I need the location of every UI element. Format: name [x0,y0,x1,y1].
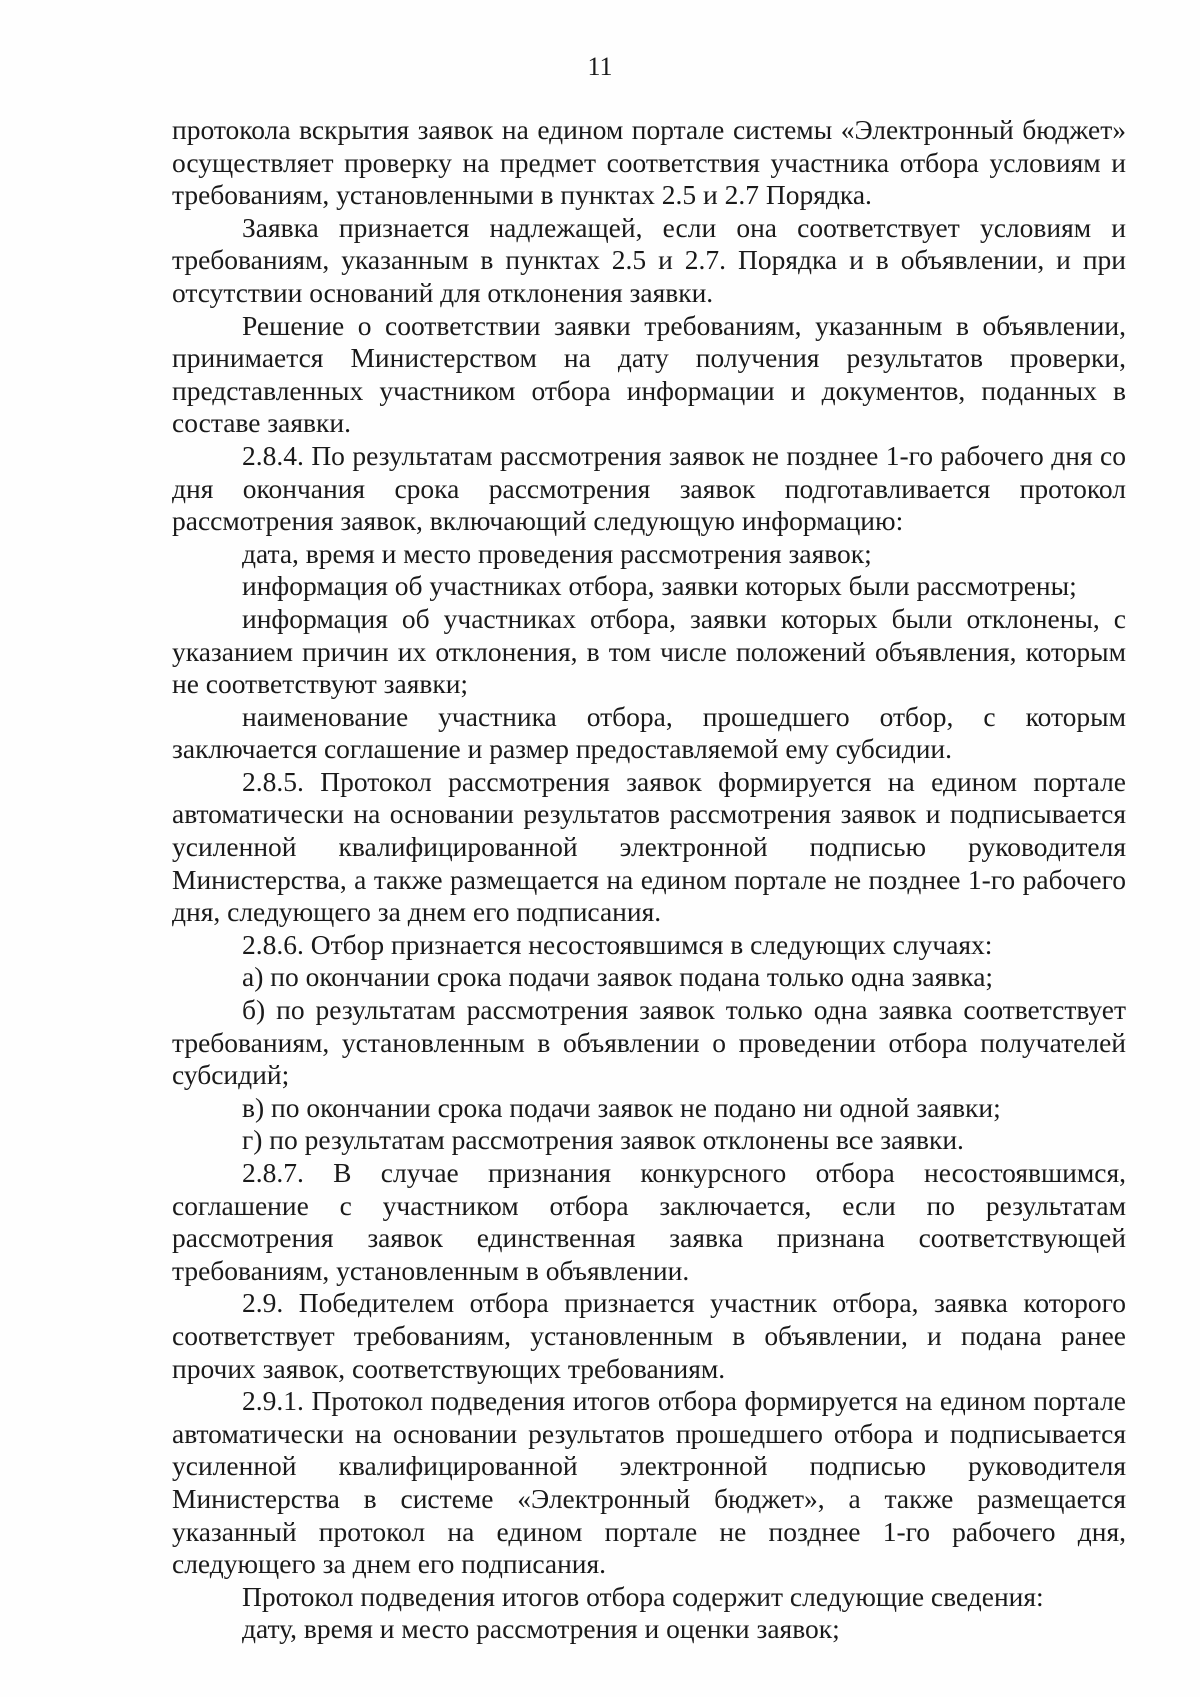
paragraph: Решение о соответствии заявки требованиям, указанным в объявлении, принимается Министерством на дату получения результатов проверки, представленных участником отбора информации и документов, поданных в составе заявки. [172,309,1126,439]
document-body [172,114,1126,1646]
list-item: б) по результатам рассмотрения заявок только одна заявка соответствует требованиям, установленным в объявлении о проведении отбора получателей субсидий; [172,994,1126,1091]
paragraph: 2.8.7. В случае признания конкурсного отбора несостоявшимся, соглашение с участником отбора заключается, если по результатам рассмотрения заявок единственная заявка признана соответствующей требованиям, установленным в объявлении. [172,1157,1126,1286]
paragraph: протокола вскрытия заявок на едином портале системы «Электронный бюджет» осуществляет проверку на предмет соответствия участника отбора условиям и требованиям, установленными в пунктах 2.5 и 2.7 Порядка. [172,114,1126,211]
paragraph: 2.9. Победителем отбора признается участник отбора, заявка которого соответствует требованиям, установленным в объявлении, и подана ранее прочих заявок, соответствующих требованиям. [172,1287,1126,1384]
paragraph: 2.8.4. По результатам рассмотрения заявок не позднее 1-го рабочего дня со дня окончания срока рассмотрения заявок подготавливается протокол рассмотрения заявок, включающий следующую информацию: [172,439,1126,537]
list-item: дата, время и место проведения рассмотрения заявок; [242,537,872,569]
paragraph: 2.9.1. Протокол подведения итогов отбора формируется на едином портале автоматически на основании результатов прошедшего отбора и подписывается усиленной квалифицированной электронной подписью руководителя Министерства в системе «Электронный бюджет», а также размещается указанный протокол на едином портале не позднее 1-го рабочего дня, следующего за днем его подписания. [172,1385,1126,1580]
paragraph: 2.8.6. Отбор признается несостоявшимся в следующих случаях: [242,928,993,960]
list-item: информация об участниках отбора, заявки которых были отклонены, с указанием причин их отклонения, в том числе положений объявления, которым не соответствуют заявки; [172,602,1126,700]
list-item: наименование участника отбора, прошедшего отбор, с которым заключается соглашение и размер предоставляемой ему субсидии. [172,700,1126,765]
paragraph: Протокол подведения итогов отбора содержит следующие сведения: [242,1580,1044,1612]
paragraph: 2.8.5. Протокол рассмотрения заявок формируется на едином портале автоматически на основании результатов рассмотрения заявок и подписывается усиленной квалифицированной электронной подписью руководителя Министерства, а также размещается на едином портале не позднее 1-го рабочего дня, следующего за днем его подписания. [172,765,1126,928]
list-item: в) по окончании срока подачи заявок не подано ни одной заявки; [242,1091,1001,1123]
page-number: 11 [587,52,613,81]
list-item: дату, время и место рассмотрения и оценки заявок; [242,1613,840,1645]
list-item: г) по результатам рассмотрения заявок отклонены все заявки. [242,1124,964,1156]
list-item: информация об участниках отбора, заявки которых были рассмотрены; [242,570,1077,602]
list-item: а) по окончании срока подачи заявок подана только одна заявка; [242,961,994,993]
paragraph: Заявка признается надлежащей, если она соответствует условиям и требованиям, указанным в пунктах 2.5 и 2.7. Порядка и в объявлении, и при отсутствии оснований для отклонения заявки. [172,211,1126,308]
